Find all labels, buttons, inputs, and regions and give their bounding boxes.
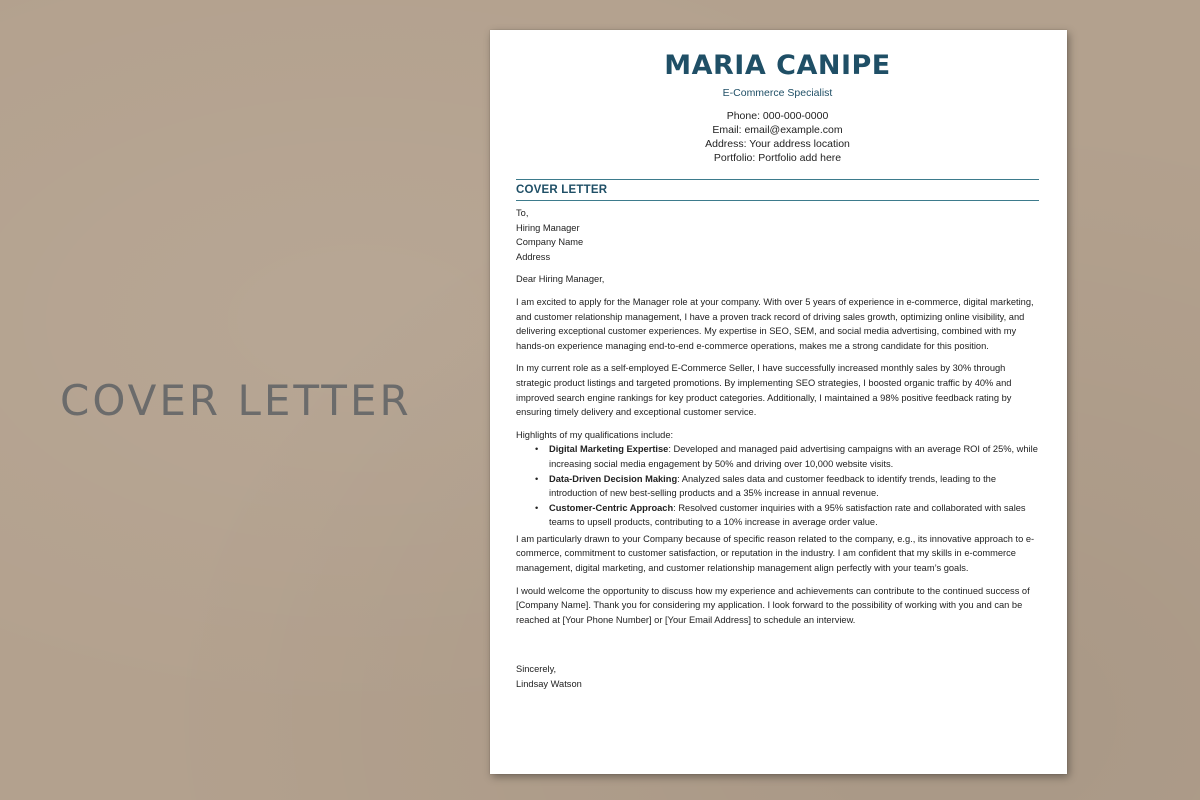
paragraph-intro: I am excited to apply for the Manager role at your company. With over 5 years of experience in e-commerce, digital marketing, and customer relationship management, I have a proven track record of driving sales growth, optimizing online visibility, and delivering exceptional customer experiences. My expertise in SEO, SEM, and social media advertising, combined with my hands-on experience managing end-to-end e-commerce operations, makes me a strong candidate for this position. xyxy=(516,296,1034,351)
bullet-icon: • xyxy=(535,473,539,484)
recipient-line: To, xyxy=(516,208,529,218)
recipient-line: Address xyxy=(516,251,551,262)
paragraph-company-fit: I am particularly drawn to your Company because of specific reason related to the company, e.g., its innovative approach to e-commerce, commitment to customer satisfaction, or reputation in the industry. I am confident that my skills in e-commerce management, digital marketing, and customer relationship management align perfectly with your team’s goals. xyxy=(516,533,1035,574)
salutation: Dear Hiring Manager, xyxy=(516,274,605,285)
recipient-line: Company Name xyxy=(516,237,584,248)
recipient-block xyxy=(516,206,1039,264)
applicant-role: E-Commerce Specialist xyxy=(722,87,833,99)
section-title: COVER LETTER xyxy=(516,184,608,196)
side-title: COVER LETTER xyxy=(60,376,412,425)
closing-word: Sincerely, xyxy=(516,664,557,675)
paragraph-current-role: In my current role as a self-employed E-Commerce Seller, I have successfully increased monthly sales by 30% through strategic product listings and targeted promotions. By implementing SEO strategies, I boosted organic traffic by 40% and improved search engine rankings for key product categories. Additionally, I maintained a 98% positive feedback rating by ensuring timely delivery and exceptional customer service. xyxy=(516,363,1012,418)
list-item xyxy=(535,501,1039,530)
highlight-title: Data-Driven Decision Making xyxy=(549,473,678,484)
highlight-text: : Resolved customer inquiries with a 95% satisfaction rate and collaborated with sales teams to upsell products, contributing to a 10% increase in average order value. xyxy=(549,502,1026,528)
section-header xyxy=(516,179,1039,201)
highlights-intro: Highlights of my qualifications include: xyxy=(516,429,674,440)
bullet-icon: • xyxy=(535,444,539,455)
contact-block xyxy=(516,109,1039,165)
letter-page xyxy=(490,30,1067,774)
paragraph-closing: I would welcome the opportunity to discuss how my experience and achievements can contribute to the continued success of [Company Name]. Thank you for considering my application. I look forward to the possibility of working with you and can be reached at [Your Phone Number] or [Your Email Address] to schedule an interview. xyxy=(516,585,1030,625)
applicant-name: MARIA CANIPE xyxy=(664,50,891,81)
contact-portfolio: Portfolio: Portfolio add here xyxy=(713,152,842,164)
signer-name: Lindsay Watson xyxy=(516,679,582,690)
highlights-list xyxy=(516,442,1039,530)
highlight-text: : Developed and managed paid advertising campaigns with an average ROI of 25%, while increasing social media engagement by 50% and driving over 10,000 website visits. xyxy=(549,444,1038,469)
contact-email: Email: email@example.com xyxy=(712,124,843,136)
list-item xyxy=(535,472,1039,501)
highlight-title: Digital Marketing Expertise xyxy=(549,444,669,455)
bullet-icon: • xyxy=(535,502,539,513)
highlight-text: : Analyzed sales data and customer feedback to identify trends, leading to the introduction of new best-selling products and a 35% increase in annual revenue. xyxy=(549,473,997,499)
recipient-line: Hiring Manager xyxy=(516,222,580,233)
list-item xyxy=(535,442,1039,471)
signature-block xyxy=(516,662,1039,691)
contact-phone: Phone: 000-000-0000 xyxy=(726,110,829,122)
contact-address: Address: Your address location xyxy=(705,138,850,150)
highlight-title: Customer-Centric Approach xyxy=(549,502,674,513)
